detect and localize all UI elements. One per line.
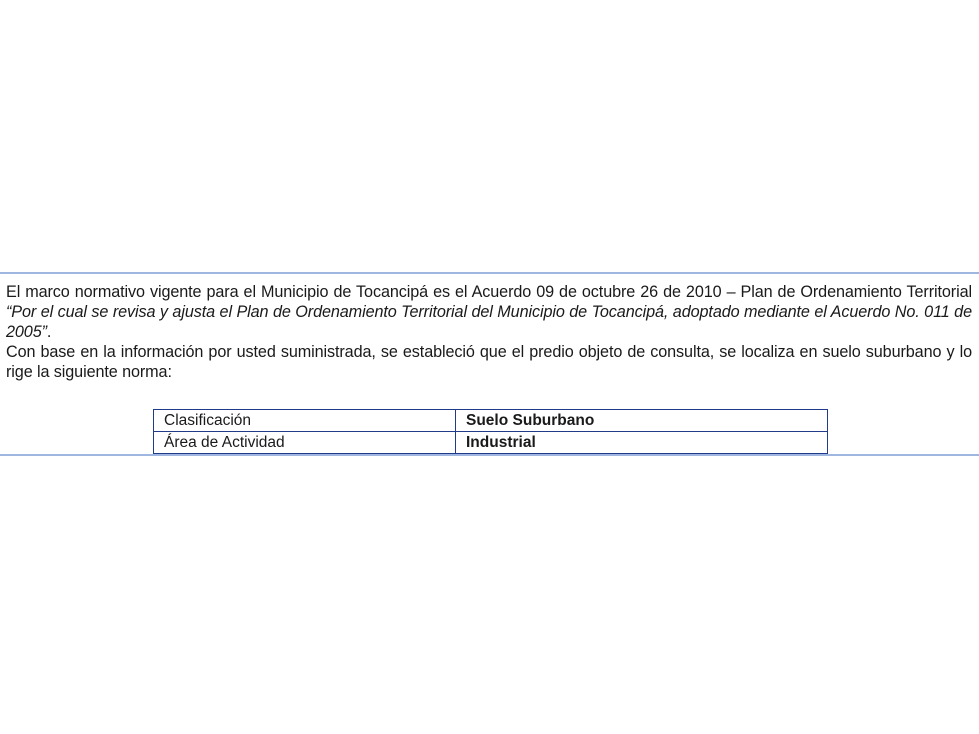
document-scan-strip bbox=[0, 272, 979, 458]
paragraph-lead: El marco normativo vigente para el Municipio de Tocancipá es el Acuerdo 09 de octubre 26 de 2010 – Plan de Ordenamiento Territorial bbox=[6, 283, 972, 301]
norma-table bbox=[153, 409, 828, 454]
paragraph-marco-normativo bbox=[6, 282, 972, 342]
table-cell-label: Clasificación bbox=[154, 410, 456, 432]
paragraph-consulta: Con base en la información por usted suministrada, se estableció que el predio objeto de consulta, se localiza en suelo suburbano y lo rige la siguiente norma: bbox=[6, 343, 972, 381]
table-cell-value: Industrial bbox=[456, 432, 828, 454]
quoted-title: “Por el cual se revisa y ajusta el Plan de Ordenamiento Territorial del Municipio de Tocancipá, adoptado mediante el Acuerdo No. 011 de 2005” bbox=[6, 303, 972, 341]
table-row bbox=[154, 432, 828, 454]
bottom-border-line bbox=[0, 454, 979, 456]
document-text bbox=[6, 282, 972, 382]
table-row bbox=[154, 410, 828, 432]
paragraph-tail: . bbox=[46, 323, 52, 341]
table-cell-value: Suelo Suburbano bbox=[456, 410, 828, 432]
top-border-line bbox=[0, 272, 979, 274]
table-cell-label: Área de Actividad bbox=[154, 432, 456, 454]
